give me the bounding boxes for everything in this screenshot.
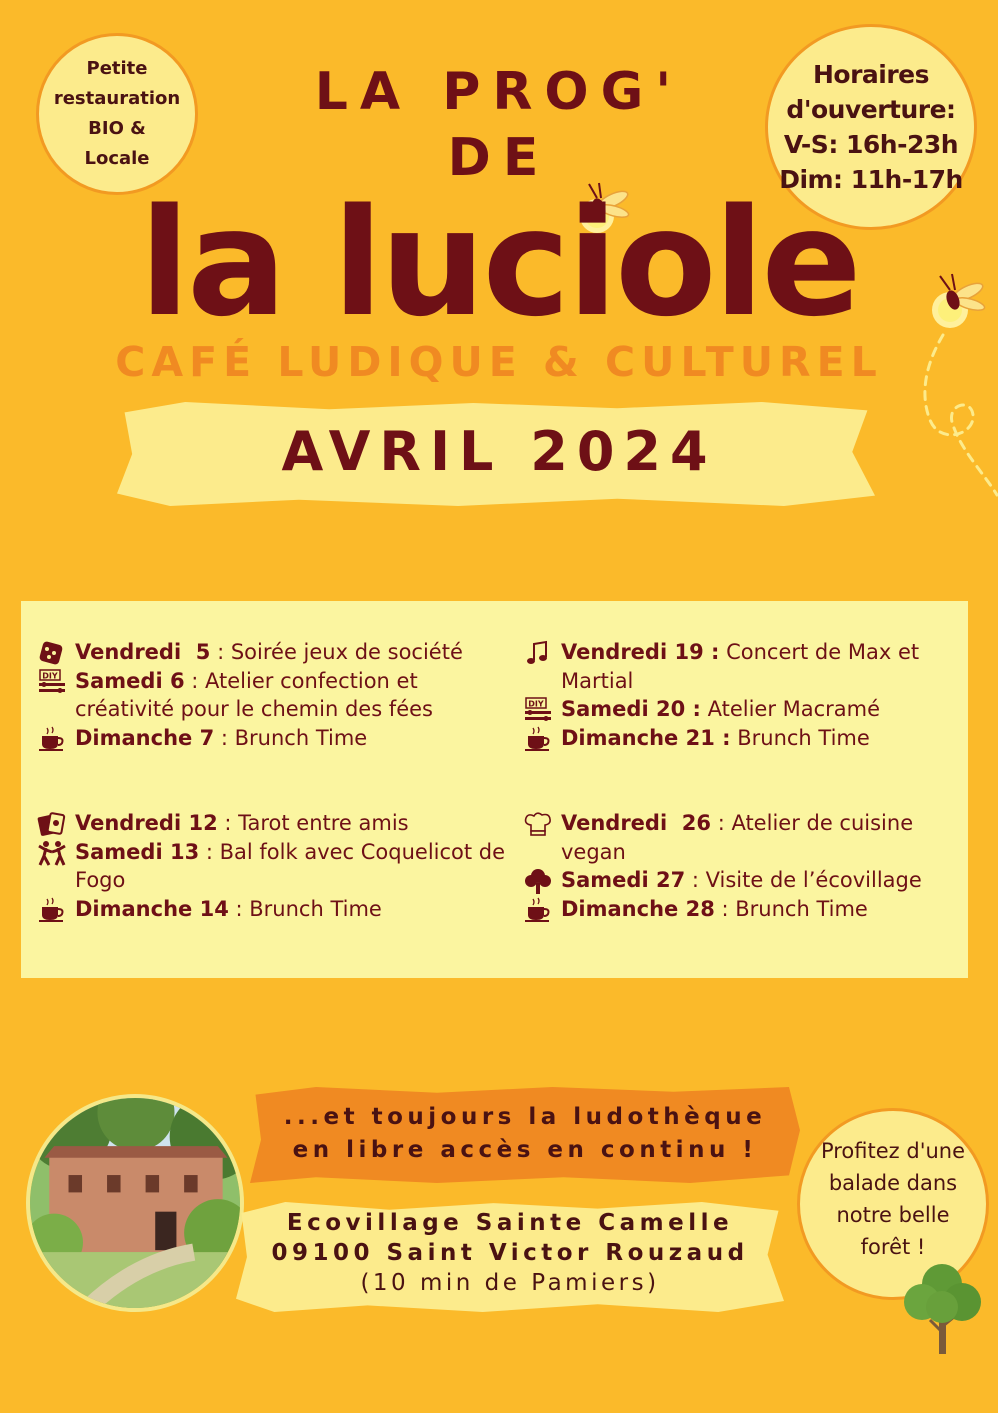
tagline: CAFÉ LUDIQUE & CULTUREL [115,338,883,386]
walk-line: Profitez d'une [820,1139,966,1163]
svg-text:DIY: DIY [528,699,544,709]
brand-name: la luciole [139,177,859,349]
ludotheque-banner [250,1087,800,1183]
event-day: Dimanche 14 [75,896,229,921]
hours-line: d'ouverture: [786,95,956,124]
hours-line: Dim: 11h-17h [779,165,963,194]
badge-line: restauration [53,88,181,109]
event-day: Dimanche 21 : [561,725,731,750]
event-separator [701,697,708,721]
event-description: Concert de Max et Martial [561,640,920,693]
event-day: Vendredi 5 [75,640,211,664]
hours-line: V-S: 16h-23h [783,130,959,159]
program-title-line-1: LA PROG' [314,62,684,122]
music-note-icon [522,640,554,666]
week-2-events [36,809,516,923]
badge-line: BIO & [88,118,146,139]
tree-icon [522,868,554,894]
event-description: Visite de l’écovillage [705,868,922,892]
diy-icon [522,697,554,723]
badge-line: Petite [86,58,148,79]
event-description: Bal folk avec Coquelicot de Fogo [75,839,506,892]
event-item [36,667,516,724]
event-description: Tarot entre amis [238,811,409,835]
event-item [522,866,962,895]
week-4-events [522,809,962,923]
event-item [522,638,962,695]
event-separator: : [199,839,220,864]
walk-line: notre belle [836,1203,950,1227]
event-item [522,695,962,724]
week-3-events [522,638,962,752]
program-title-line-2: DE [447,128,551,188]
walk-line: forêt ! [860,1235,926,1259]
event-separator: : [714,896,736,921]
event-description: Brunch Time [735,896,868,921]
event-separator: : [711,811,732,835]
ludotheque-line-2: en libre accès en continu ! [292,1137,758,1163]
event-separator: : [210,640,231,664]
event-day: Samedi 6 [75,668,185,693]
diy-icon [36,669,68,695]
coffee-cup-icon [36,897,68,923]
event-separator: : [685,868,706,892]
address-venue: Ecovillage Sainte Camelle [286,1210,734,1236]
badge-line: Locale [84,148,150,169]
program-panel [21,601,968,978]
event-description: Brunch Time [234,725,368,750]
month-title: AVRIL 2024 [281,420,717,483]
event-description: Soirée jeux de société [230,640,463,664]
event-item [522,809,962,866]
tree-icon [902,1262,984,1354]
hours-line: Horaires [812,60,930,89]
event-day: Vendredi 12 [75,811,218,835]
event-day: Samedi 27 [561,868,686,892]
event-item [36,809,516,838]
event-item [522,724,962,753]
event-separator: : [228,896,250,921]
ecovillage-photo [26,1094,244,1312]
week-1-events [36,638,516,752]
walk-line: balade dans [828,1171,958,1195]
dancers-icon [36,840,68,866]
event-separator: : [214,725,235,750]
address-city: 09100 Saint Victor Rouzaud [271,1240,749,1266]
event-item [522,895,962,924]
svg-text:DIY: DIY [42,671,58,680]
address-distance: (10 min de Pamiers) [360,1270,660,1296]
coffee-cup-icon [522,897,554,923]
event-description: Atelier de cuisine vegan [561,811,914,864]
event-description: Atelier Macramé [707,697,881,721]
event-item [36,638,516,667]
tarot-cards-icon [36,811,68,837]
ludotheque-line-1: ...et toujours la ludothèque [283,1104,767,1130]
event-day: Samedi 20 : [561,697,701,721]
event-item [36,838,516,895]
event-day: Dimanche 7 [75,725,215,750]
event-day: Dimanche 28 [561,896,715,921]
event-day: Samedi 13 [75,839,200,864]
chef-hat-icon [522,811,554,837]
coffee-cup-icon [36,726,68,752]
event-item [36,895,516,924]
event-separator: : [217,811,239,835]
event-description: Brunch Time [737,725,870,750]
event-day: Vendredi 26 [561,811,712,835]
event-day: Vendredi 19 : [561,640,720,664]
dice-icon [36,640,68,666]
event-description: Brunch Time [249,896,382,921]
event-separator: : [184,668,206,693]
event-item [36,724,516,753]
coffee-cup-icon [522,726,554,752]
event-description: Atelier confection et créativité pour le chemin des fées [75,668,433,721]
